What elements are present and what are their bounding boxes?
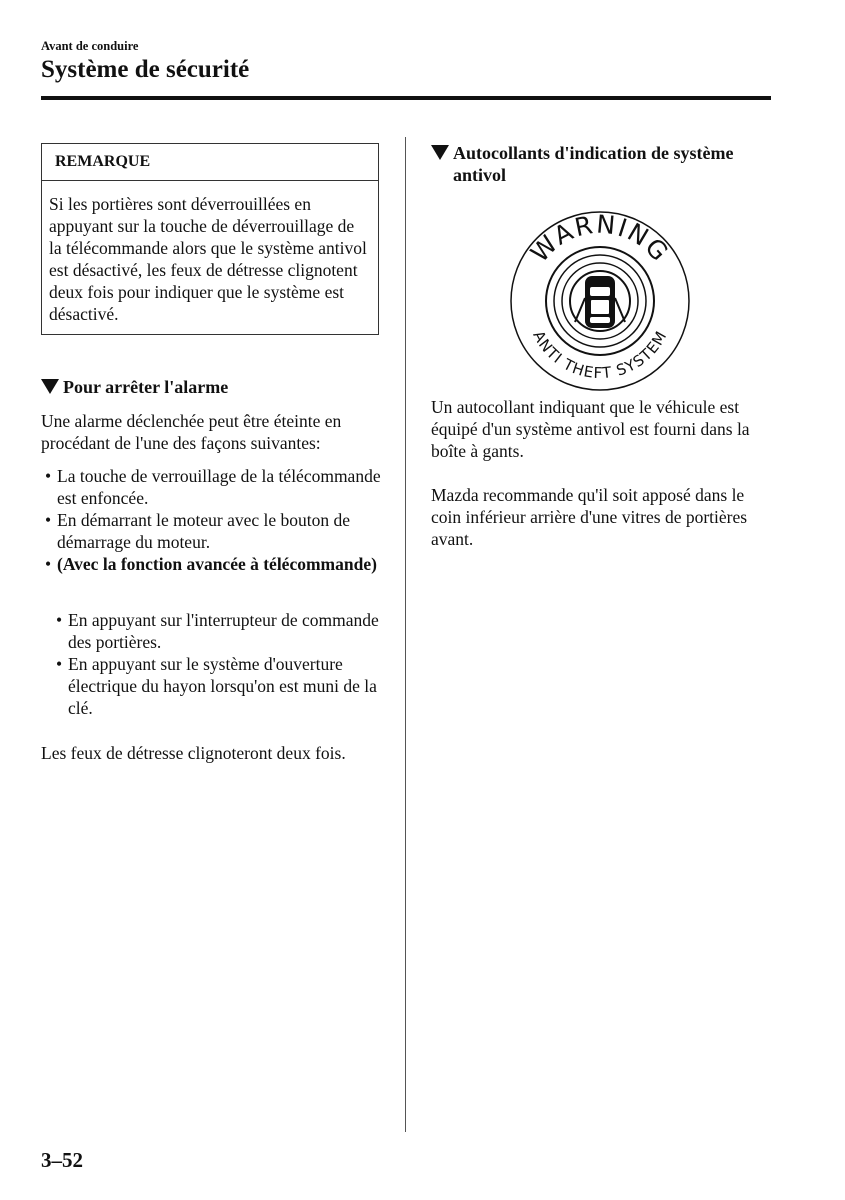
note-box <box>41 143 379 335</box>
sticker-top-text: WARNING <box>525 210 676 268</box>
section-heading-alarm <box>41 376 228 398</box>
sub-list-item-text: En appuyant sur le système d'ouverture électrique du hayon lorsqu'on est muni de la clé. <box>68 654 377 718</box>
note-heading: REMARQUE <box>42 144 378 181</box>
sticker-recommendation: Mazda recommande qu'il soit apposé dans le coin inférieur arrière d'une vitres de portières avant. <box>431 485 748 549</box>
triangle-marker-icon <box>431 145 449 160</box>
bullet-dot: • <box>45 510 52 530</box>
column-divider <box>405 137 406 1132</box>
list-item-text: (Avec la fonction avancée à télécommande) <box>57 554 377 574</box>
note-text: Si les portières sont déverrouillées en appuyant sur la touche de déverrouillage de la télécommande alors que le système antivol est désactivé, les feux de détresse clignotent deux fois pour indiquer que le système est désactivé. <box>49 194 367 324</box>
sub-list-item-text: En appuyant sur l'interrupteur de commande des portières. <box>68 610 379 652</box>
section-heading-sticker <box>431 142 773 186</box>
bullet-dot: • <box>45 554 52 574</box>
section-heading-sticker-text: Autocollants d'indication de système antivol <box>453 143 734 185</box>
chapter-label: Avant de conduire <box>41 39 139 53</box>
list-item-text: La touche de verrouillage de la télécommande est enfoncée. <box>57 466 381 508</box>
list-item <box>41 465 387 509</box>
section-heading-alarm-text: Pour arrêter l'alarme <box>63 377 229 397</box>
title-rule <box>41 96 771 100</box>
sticker-bottom-text: ANTI THEFT SYSTEM <box>529 327 671 383</box>
list-item <box>41 553 387 575</box>
car-top-view-icon <box>546 247 654 355</box>
list-item-text: En démarrant le moteur avec le bouton de démarrage du moteur. <box>57 510 351 552</box>
list-item <box>41 509 387 553</box>
bullet-dot: • <box>45 466 52 486</box>
sticker-description: Un autocollant indiquant que le véhicule est équipé d'un système antivol est fourni dans la boîte à gants. <box>431 397 750 461</box>
alarm-closing: Les feux de détresse clignoteront deux fois. <box>41 743 346 763</box>
alarm-intro: Une alarme déclenchée peut être éteinte en procédant de l'une des façons suivantes: <box>41 411 342 453</box>
sub-list-item <box>52 653 388 719</box>
bullet-dot: • <box>56 610 63 630</box>
triangle-marker-icon <box>41 379 59 394</box>
page-number: 3–52 <box>41 1148 83 1172</box>
bullet-dot: • <box>56 654 63 674</box>
sub-list-item <box>52 609 388 653</box>
anti-theft-sticker-image <box>509 210 691 392</box>
page-title: Système de sécurité <box>41 56 250 83</box>
